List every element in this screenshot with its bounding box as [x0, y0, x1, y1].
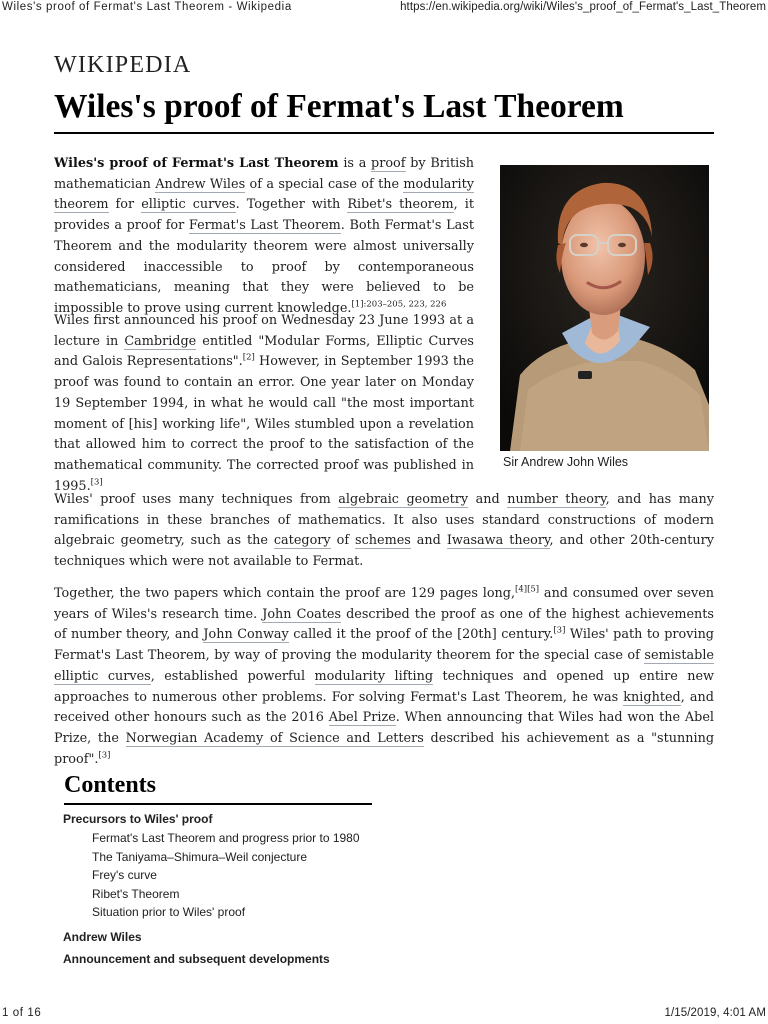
link-cambridge[interactable]: Cambridge: [124, 333, 197, 349]
link-proof[interactable]: proof: [371, 156, 406, 171]
print-footer: [0, 1007, 768, 1023]
link-elliptic-curves[interactable]: elliptic curves: [141, 197, 236, 213]
link-iwasawa-theory[interactable]: Iwasawa theory: [446, 533, 550, 549]
toc-item-fermats-last-theorem-progress[interactable]: Fermat's Last Theorem and progress prior to 1980: [92, 831, 360, 845]
text-run: for: [108, 197, 142, 213]
link-number-theory[interactable]: number theory: [507, 492, 606, 507]
reference-marker[interactable]: [3]: [553, 626, 566, 637]
link-modularity-lifting[interactable]: modularity lifting: [314, 668, 434, 684]
link-fermats-last-theorem[interactable]: Fermat's Last Theorem: [188, 218, 341, 234]
reference-marker[interactable]: [2]: [242, 353, 255, 364]
portrait-photo-andrew-wiles[interactable]: [500, 165, 709, 451]
text-run: Wiles first announced his proof on Wednesday 23 June 1993 at a lecture in: [54, 313, 474, 349]
link-algebraic-geometry[interactable]: algebraic geometry: [338, 492, 469, 507]
text-run: by British mathematician: [54, 156, 474, 192]
text-run: called it the proof of the [20th] century.: [288, 627, 554, 643]
toc-item-announcement[interactable]: Announcement and subsequent developments: [63, 952, 330, 966]
text-run: techniques and opened up entire new approaches to numerous other problems. For solving Fermat's Last Theorem, he was: [54, 668, 714, 705]
link-semistable-elliptic-curves[interactable]: semistable elliptic curves: [54, 648, 714, 684]
link-knighted[interactable]: knighted: [623, 689, 681, 705]
text-run: Wiles' proof uses many techniques from: [54, 492, 339, 507]
text-run: , and received other honours such as the 2016: [54, 689, 714, 726]
contents-heading: Contents: [64, 772, 372, 805]
text-run: . Both Fermat's Last Theorem and the modularity theorem were almost universally considered inaccessible to proof by contemporaneous mathematicians, meaning that they were believed to be impossible to prove using current knowledge.: [54, 218, 474, 316]
toc-item-precursors[interactable]: Precursors to Wiles' proof: [63, 812, 213, 826]
link-abel-prize[interactable]: Abel Prize: [328, 710, 396, 726]
text-run: Together, the two papers which contain the proof are 129 pages long,: [54, 586, 516, 601]
print-header-title: Wiles's proof of Fermat's Last Theorem - Wikipedia: [2, 1, 292, 13]
link-modularity-theorem[interactable]: modularity theorem: [54, 176, 474, 213]
reference-marker[interactable]: [1]:203–205, 223, 226: [351, 299, 447, 310]
page-count: 1 of 16: [2, 1007, 42, 1019]
text-run: However, in September 1993 the proof was found to contain an error. One year later on Monday 19 September 1994, in what he would call "the most important moment of [his] working life", Wiles stumbled upon a revelation that allowed him to correct the proof to the satisfaction of the mathematical community. The corrected proof was published in 1995.: [54, 354, 474, 494]
reference-marker[interactable]: [4][5]: [515, 584, 540, 595]
link-ribets-theorem[interactable]: Ribet's theorem: [347, 197, 454, 213]
link-schemes[interactable]: schemes: [355, 533, 411, 549]
text-run: , established powerful: [150, 668, 315, 684]
figure-caption: Sir Andrew John Wiles: [503, 455, 629, 469]
text-run: of a special case of the: [245, 176, 404, 192]
text-run: described the proof as one of the highest achievements of number theory, and: [54, 606, 714, 643]
text-run: entitled "Modular Forms, Elliptic Curves and Galois Representations".: [54, 333, 474, 370]
lead-bold-title: Wiles's proof of Fermat's Last Theorem: [54, 156, 339, 171]
text-run: described his achievement as a "stunning proof".: [54, 730, 715, 767]
article-paragraph-1: [54, 154, 474, 320]
article-paragraph-4: [54, 584, 714, 770]
toc-item-ribets-theorem[interactable]: Ribet's Theorem: [92, 887, 180, 901]
text-run: , it provides a proof for: [54, 197, 474, 234]
text-run: , and other 20th-century techniques which were not available to Fermat.: [54, 533, 715, 570]
link-john-coates[interactable]: John Coates: [262, 606, 342, 622]
text-run: . When announcing that Wiles had won the Abel Prize, the: [54, 710, 714, 746]
wikipedia-wordmark[interactable]: WIKIPEDIA: [54, 52, 192, 78]
article-paragraph-3: [54, 490, 714, 573]
print-header: [0, 1, 768, 17]
text-run: of: [330, 533, 356, 549]
toc-item-freys-curve[interactable]: Frey's curve: [92, 868, 157, 882]
text-run: and: [468, 492, 508, 507]
text-run: and consumed over seven years of Wiles's research time.: [54, 586, 715, 622]
toc-item-andrew-wiles[interactable]: Andrew Wiles: [63, 930, 142, 944]
text-run: , and has many ramifications in these branches of mathematics. It also uses standard constructions of modern algebraic geometry, such as the: [54, 492, 714, 549]
text-run: . Together with: [235, 197, 348, 213]
portrait-illustration: [500, 165, 709, 451]
print-header-url: https://en.wikipedia.org/wiki/Wiles's_proof_of_Fermat's_Last_Theorem: [400, 1, 766, 13]
text-run: is a: [338, 156, 372, 171]
link-andrew-wiles[interactable]: Andrew Wiles: [155, 176, 246, 192]
text-run: Wiles' path to proving Fermat's Last Theorem, by way of proving the modularity theorem for the special case of: [54, 627, 714, 664]
reference-marker[interactable]: [3]: [98, 750, 111, 761]
toc-item-situation-prior[interactable]: Situation prior to Wiles' proof: [92, 905, 246, 919]
link-norwegian-academy[interactable]: Norwegian Academy of Science and Letters: [125, 730, 424, 746]
link-john-conway[interactable]: John Conway: [203, 627, 289, 643]
reference-marker[interactable]: [3]: [90, 477, 103, 488]
link-category[interactable]: category: [273, 533, 331, 549]
toc-item-taniyama-shimura-weil[interactable]: The Taniyama–Shimura–Weil conjecture: [92, 850, 307, 864]
print-timestamp: 1/15/2019, 4:01 AM: [664, 1007, 766, 1019]
page-title: Wiles's proof of Fermat's Last Theorem: [54, 88, 714, 134]
article-paragraph-2: [54, 311, 474, 497]
text-run: and: [410, 533, 447, 549]
